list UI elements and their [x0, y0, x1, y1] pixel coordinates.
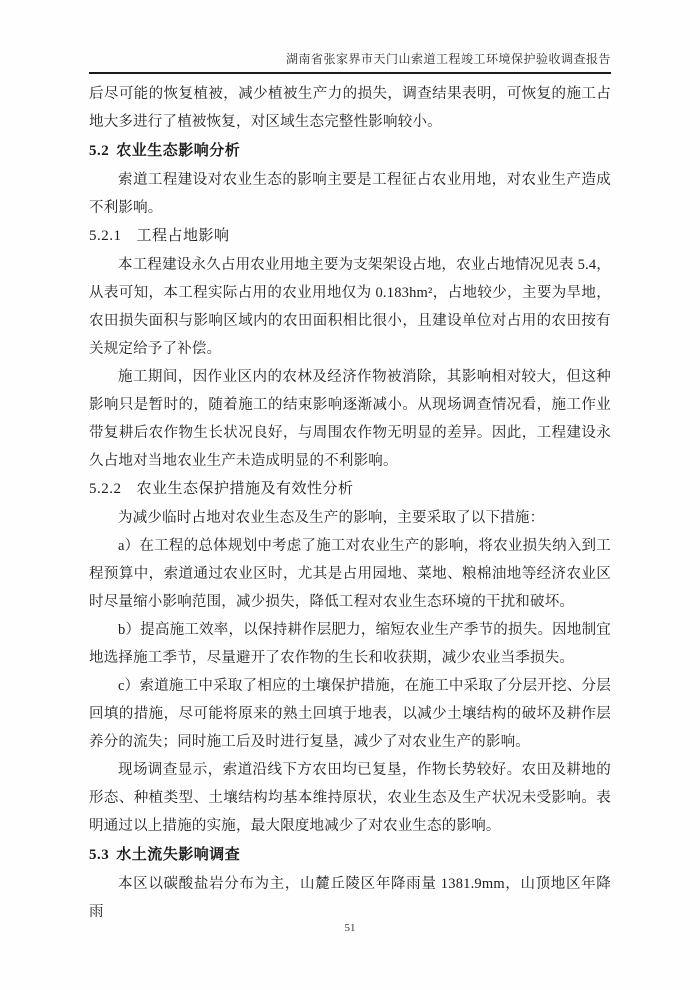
paragraph-survey-result: 现场调查显示，索道沿线下方农田均已复垦，作物长势较好。农田及耕地的形态、种植类型、土壤结构均基本维持原状，农业生态及生产状况未受影响。表明通过以上措施的实施，最大限度地减少了对农业生态的影响。	[89, 762, 611, 834]
section-number: 5.2	[89, 143, 110, 159]
section-heading-5-2	[89, 136, 611, 166]
paragraph-vegetation-recovery: 后尽可能的恢复植被，减少植被生产力的损失，调查结果表明，可恢复的施工占地大多进行了植被恢复，对区域生态完整性影响较小。	[89, 86, 611, 130]
paragraph-measures-intro: 为减少临时占地对农业生态及生产的影响，主要采取了以下措施：	[118, 510, 545, 526]
section-title: 工程占地影响	[136, 228, 230, 244]
paragraph-land-occupation-1: 本工程建设永久占用农业用地主要为支架架设占地，农业占地情况见表 5.4，从表可知，本工程实际占用的农业用地仅为 0.183hm²，占地较少，主要为旱地，农田损失面积与影响区域内的农田面积相比很小，且建设单位对占用的农田按有关规定给予了补偿。	[89, 257, 611, 357]
section-title: 水土流失影响调查	[116, 846, 241, 863]
paragraph-land-occupation-2: 施工期间，因作业区内的农林及经济作物被消除，其影响相对较大，但这种影响只是暂时的，随着施工的结束影响逐渐减小。从现场调查情况看，施工作业带复耕后农作物生长状况良好，与周围农作物无明显的差异。因此，工程建设永久占地对当地农业生产未造成明显的不利影响。	[89, 369, 611, 469]
section-number: 5.3	[89, 847, 110, 863]
report-title: 湖南省张家界市天门山索道工程竣工环境保护验收调查报告	[285, 52, 611, 66]
section-title: 农业生态影响分析	[116, 142, 241, 159]
section-title: 农业生态保护措施及有效性分析	[136, 481, 354, 497]
section-heading-5-2-2	[89, 475, 611, 504]
paragraph-agriculture-impact-intro: 索道工程建设对农业生态的影响主要是工程征占农业用地，对农业生产造成不利影响。	[89, 172, 611, 216]
paragraph-measure-a: a）在工程的总体规划中考虑了施工对农业生产的影响，将农业损失纳入到工程预算中，索道通过农业区时，尤其是占用园地、菜地、粮棉油地等经济农业区时尽量缩小影响范围，减少损失，降低工程对农业生态环境的干扰和破坏。	[89, 538, 611, 610]
page-body	[89, 80, 611, 926]
section-heading-5-3	[89, 840, 611, 870]
page-header	[89, 50, 611, 74]
section-number: 5.2.2	[89, 481, 122, 497]
section-heading-5-2-1	[89, 222, 611, 251]
paragraph-soil-erosion-intro: 本区以碳酸盐岩分布为主，山麓丘陵区年降雨量 1381.9mm，山顶地区年降雨	[89, 876, 611, 920]
section-number: 5.2.1	[89, 228, 122, 244]
page-footer	[0, 922, 700, 934]
paragraph-measure-c: c）索道施工中采取了相应的土壤保护措施，在施工中采取了分层开挖、分层回填的措施，尽可能将原来的熟土回填于地表，以减少土壤结构的破坏及耕作层养分的流失；同时施工后及时进行复垦，减少了对农业生产的影响。	[89, 678, 611, 750]
paragraph-measure-b: b）提高施工效率，以保持耕作层肥力，缩短农业生产季节的损失。因地制宜地选择施工季节，尽量避开了农作物的生长和收获期，减少农业当季损失。	[89, 622, 611, 666]
page-number: 51	[344, 922, 356, 934]
